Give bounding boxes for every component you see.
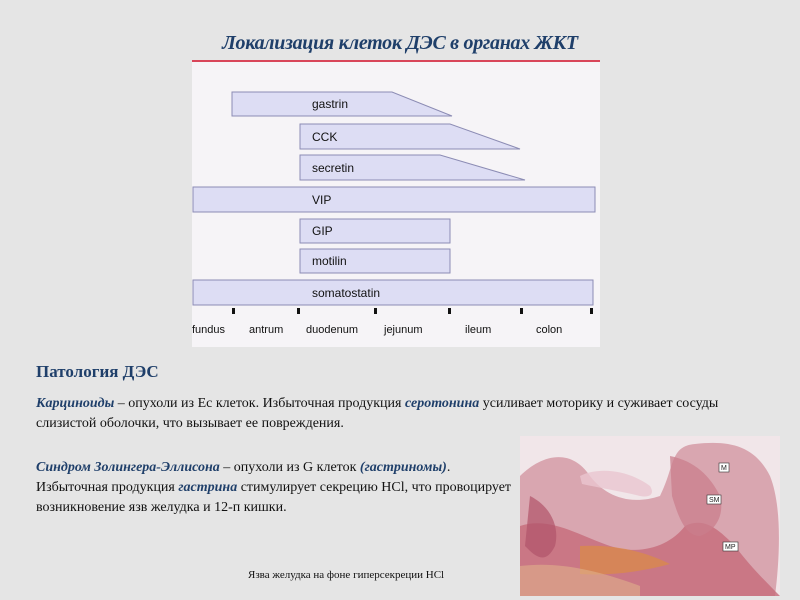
zollinger-term: Синдром Золингера-Эллисона — [36, 460, 220, 475]
label-gastrin: gastrin — [312, 97, 349, 111]
tick — [590, 308, 593, 314]
ulcer-histology-image — [520, 436, 780, 596]
region-jejunum: jejunum — [384, 324, 423, 336]
carcinoid-hormone: серотонина — [404, 396, 480, 411]
photo-label-sm: SM — [709, 497, 720, 504]
tick — [232, 308, 235, 314]
region-colon: colon — [536, 324, 563, 336]
label-motilin: motilin — [312, 254, 347, 268]
tick — [448, 308, 451, 314]
hormone-distribution-diagram — [192, 60, 600, 347]
label-cck: CCK — [312, 130, 338, 144]
photo-label-m: M — [721, 465, 727, 472]
zollinger-paragraph — [36, 458, 522, 518]
label-secretin: secretin — [312, 161, 355, 175]
label-gip: GIP — [312, 224, 333, 238]
page-title: Локализация клеток ДЭС в органах ЖКТ — [222, 32, 578, 54]
photo-label-mp: MP — [725, 544, 736, 551]
zollinger-text-b: . Избыточная продукция — [36, 460, 451, 495]
photo-caption: Язва желудка на фоне гиперсекреции HCl — [248, 569, 445, 581]
region-fundus: fundus — [192, 324, 226, 336]
carcinoid-text-a: – опухоли из Ес клеток. Избыточная продукция — [114, 396, 405, 411]
zollinger-text-a: – опухоли из G клеток — [219, 460, 360, 475]
region-ileum: ileum — [465, 324, 492, 336]
zollinger-term2: (гастриномы) — [359, 460, 447, 475]
bar-somatostatin — [193, 280, 593, 305]
carcinoid-paragraph — [36, 394, 736, 434]
zollinger-hormone: гастрина — [178, 480, 238, 495]
label-vip: VIP — [312, 193, 332, 207]
pathology-heading: Патология ДЭС — [36, 362, 159, 381]
label-somatostatin: somatostatin — [312, 286, 381, 300]
tick — [297, 308, 300, 314]
bar-vip — [193, 187, 595, 212]
tick — [520, 308, 523, 314]
carcinoid-text-b: усиливает моторику и суживает сосуды слизистой оболочки, что вызывает ее повреждения. — [36, 396, 719, 431]
region-duodenum: duodenum — [306, 324, 358, 336]
region-antrum: antrum — [249, 324, 284, 336]
zollinger-text-c: стимулирует секрецию HCl, что провоцирует возникновение язв желудка и 12-п кишки. — [36, 480, 512, 515]
tick — [374, 308, 377, 314]
carcinoid-term: Карциноиды — [36, 396, 115, 411]
